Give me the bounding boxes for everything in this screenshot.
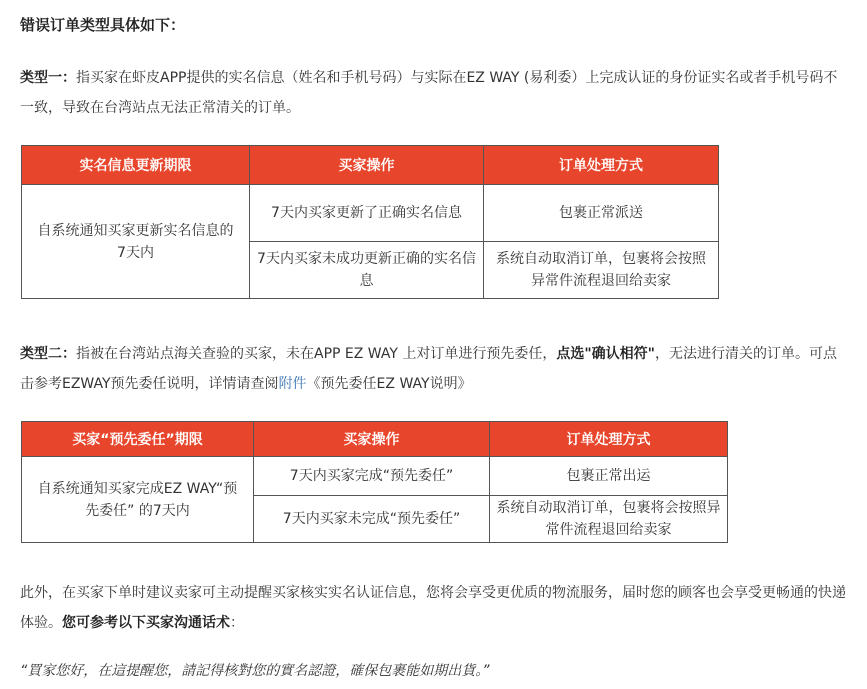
closing-colon: ： bbox=[230, 615, 244, 631]
table-type1 bbox=[21, 145, 719, 299]
header-action: 买家操作 bbox=[250, 146, 484, 185]
action-cell: 7天内买家未成功更新正确的实名信息 bbox=[250, 242, 484, 299]
type2-text3: 《预先委任EZ WAY说明》 bbox=[306, 376, 472, 392]
type2-label: 类型二： bbox=[20, 346, 76, 362]
action-cell: 7天内买家更新了正确实名信息 bbox=[250, 185, 484, 242]
type2-text2: ，无法进行清关的订单。可点击参考EZWAY预先委任说明，详情请查阅 bbox=[20, 346, 837, 392]
attachment-link[interactable]: 附件 bbox=[278, 376, 307, 392]
header-period: 实名信息更新期限 bbox=[22, 146, 250, 185]
result-cell: 包裹正常派送 bbox=[484, 185, 719, 242]
period-cell: 自系统通知买家更新实名信息的7天内 bbox=[22, 185, 250, 299]
period-cell: 自系统通知买家完成EZ WAY“预先委任” 的7天内 bbox=[22, 457, 254, 543]
result-cell: 系统自动取消订单，包裹将会按照异常件流程退回给卖家 bbox=[484, 242, 719, 299]
type1-label: 类型一： bbox=[20, 70, 76, 86]
header-period: 买家“预先委任”期限 bbox=[22, 422, 254, 457]
type1-paragraph bbox=[20, 63, 850, 123]
header-result: 订单处理方式 bbox=[484, 146, 719, 185]
table-header-row bbox=[22, 146, 719, 185]
action-cell: 7天内买家完成“预先委任” bbox=[254, 457, 490, 496]
header-action: 买家操作 bbox=[254, 422, 490, 457]
result-cell: 包裹正常出运 bbox=[490, 457, 728, 496]
type1-text: 指买家在虾皮APP提供的实名信息（姓名和手机号码）与实际在EZ WAY (易利委）上完成认证的身份证实名或者手机号码不一致，导致在台湾站点无法正常清关的订单。 bbox=[20, 70, 838, 116]
table-header-row bbox=[22, 422, 728, 457]
closing-text: 此外，在买家下单时建议卖家可主动提醒买家核实实名认证信息，您将会享受更优质的物流服务，届时您的顾客也会享受更畅通的快递体验。 bbox=[20, 585, 846, 631]
table-row bbox=[22, 457, 728, 496]
type2-bold: 点选"确认相符" bbox=[556, 346, 655, 362]
buyer-script-quote: “買家您好，在這提醒您，請記得核對您的實名認證，確保包裹能如期出貨。” bbox=[20, 663, 490, 679]
result-cell: 系统自动取消订单，包裹将会按照异常件流程退回给卖家 bbox=[490, 496, 728, 543]
table-type2 bbox=[21, 421, 728, 543]
action-cell: 7天内买家未完成“预先委任” bbox=[254, 496, 490, 543]
type2-text: 指被在台湾站点海关查验的买家，未在APP EZ WAY 上对订单进行预先委任， bbox=[76, 346, 557, 362]
header-result: 订单处理方式 bbox=[490, 422, 728, 457]
table-row bbox=[22, 185, 719, 242]
closing-paragraph bbox=[20, 578, 850, 638]
closing-bold: 您可参考以下买家沟通话术 bbox=[62, 615, 230, 631]
type2-paragraph bbox=[20, 339, 850, 399]
section-heading: 错误订单类型具体如下： bbox=[20, 16, 186, 34]
